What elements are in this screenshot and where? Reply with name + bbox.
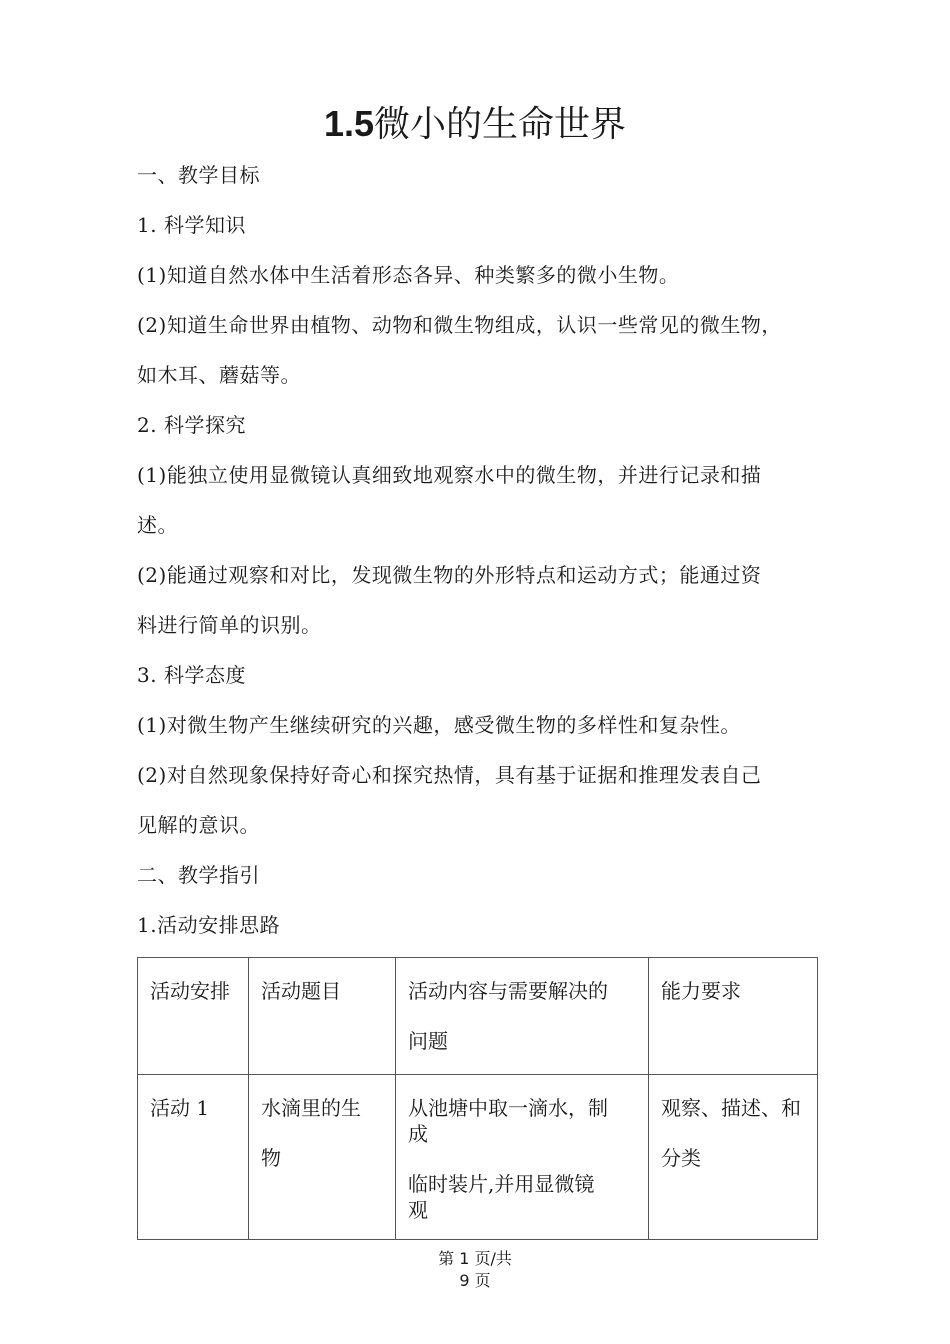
table-cell-line: 物 [261, 1146, 281, 1170]
table-header-row [138, 958, 818, 1075]
paragraph: 料进行简单的识别。 [137, 613, 322, 637]
title-text: 微小的生命世界 [374, 104, 627, 145]
page-title [0, 100, 950, 149]
table-cell [249, 1075, 396, 1240]
subsection-heading: 1.活动安排思路 [137, 913, 281, 937]
table-cell: 活动 1 [138, 1075, 249, 1240]
table-cell-line: 成 [408, 1122, 428, 1146]
table-cell [396, 1075, 649, 1240]
paragraph: (2)知道生命世界由植物、动物和微生物组成，认识一些常见的微生物， [137, 313, 782, 337]
section-heading: 一、教学目标 [137, 163, 260, 187]
table-header-cell: 能力要求 [649, 958, 818, 1075]
page-number-line: 第 1 页/共 [438, 1249, 512, 1268]
paragraph: 如木耳、蘑菇等。 [137, 363, 301, 387]
table-header-cell: 活动安排 [138, 958, 249, 1075]
paragraph: (2)对自然现象保持好奇心和探究热情，具有基于证据和推理发表自己 [137, 763, 762, 787]
paragraph: (1)能独立使用显微镜认真细致地观察水中的微生物，并进行记录和描 [137, 463, 762, 487]
table-header-cell: 活动题目 [249, 958, 396, 1075]
table-cell [649, 1075, 818, 1240]
paragraph: (1)对微生物产生继续研究的兴趣，感受微生物的多样性和复杂性。 [137, 713, 741, 737]
table-cell-line: 观察、描述、和 [661, 1096, 801, 1120]
subsection-heading: 3. 科学态度 [137, 663, 246, 687]
page-footer [0, 1248, 950, 1292]
table-cell-line: 临时装片,并用显微镜 [408, 1172, 595, 1196]
table-cell-line: 水滴里的生 [261, 1096, 361, 1120]
table-header-cell [396, 958, 649, 1075]
table-cell-line: 从池塘中取一滴水，制 [408, 1096, 608, 1120]
table-header-line: 问题 [408, 1029, 448, 1053]
paragraph: 见解的意识。 [137, 813, 260, 837]
subsection-heading: 1. 科学知识 [137, 213, 246, 237]
section-heading: 二、教学指引 [137, 863, 260, 887]
paragraph: 述。 [137, 513, 178, 537]
title-number: 1.5 [323, 103, 375, 144]
subsection-heading: 2. 科学探究 [137, 413, 246, 437]
page-total-line: 9 页 [459, 1271, 491, 1290]
table-cell-line: 观 [408, 1198, 428, 1222]
table-cell-line: 分类 [661, 1146, 701, 1170]
activity-table [137, 957, 818, 1240]
table-header-line: 活动内容与需要解决的 [408, 979, 608, 1003]
paragraph: (2)能通过观察和对比，发现微生物的外形特点和运动方式；能通过资 [137, 563, 762, 587]
paragraph: (1)知道自然水体中生活着形态各异、种类繁多的微小生物。 [137, 263, 680, 287]
table-row [138, 1075, 818, 1240]
